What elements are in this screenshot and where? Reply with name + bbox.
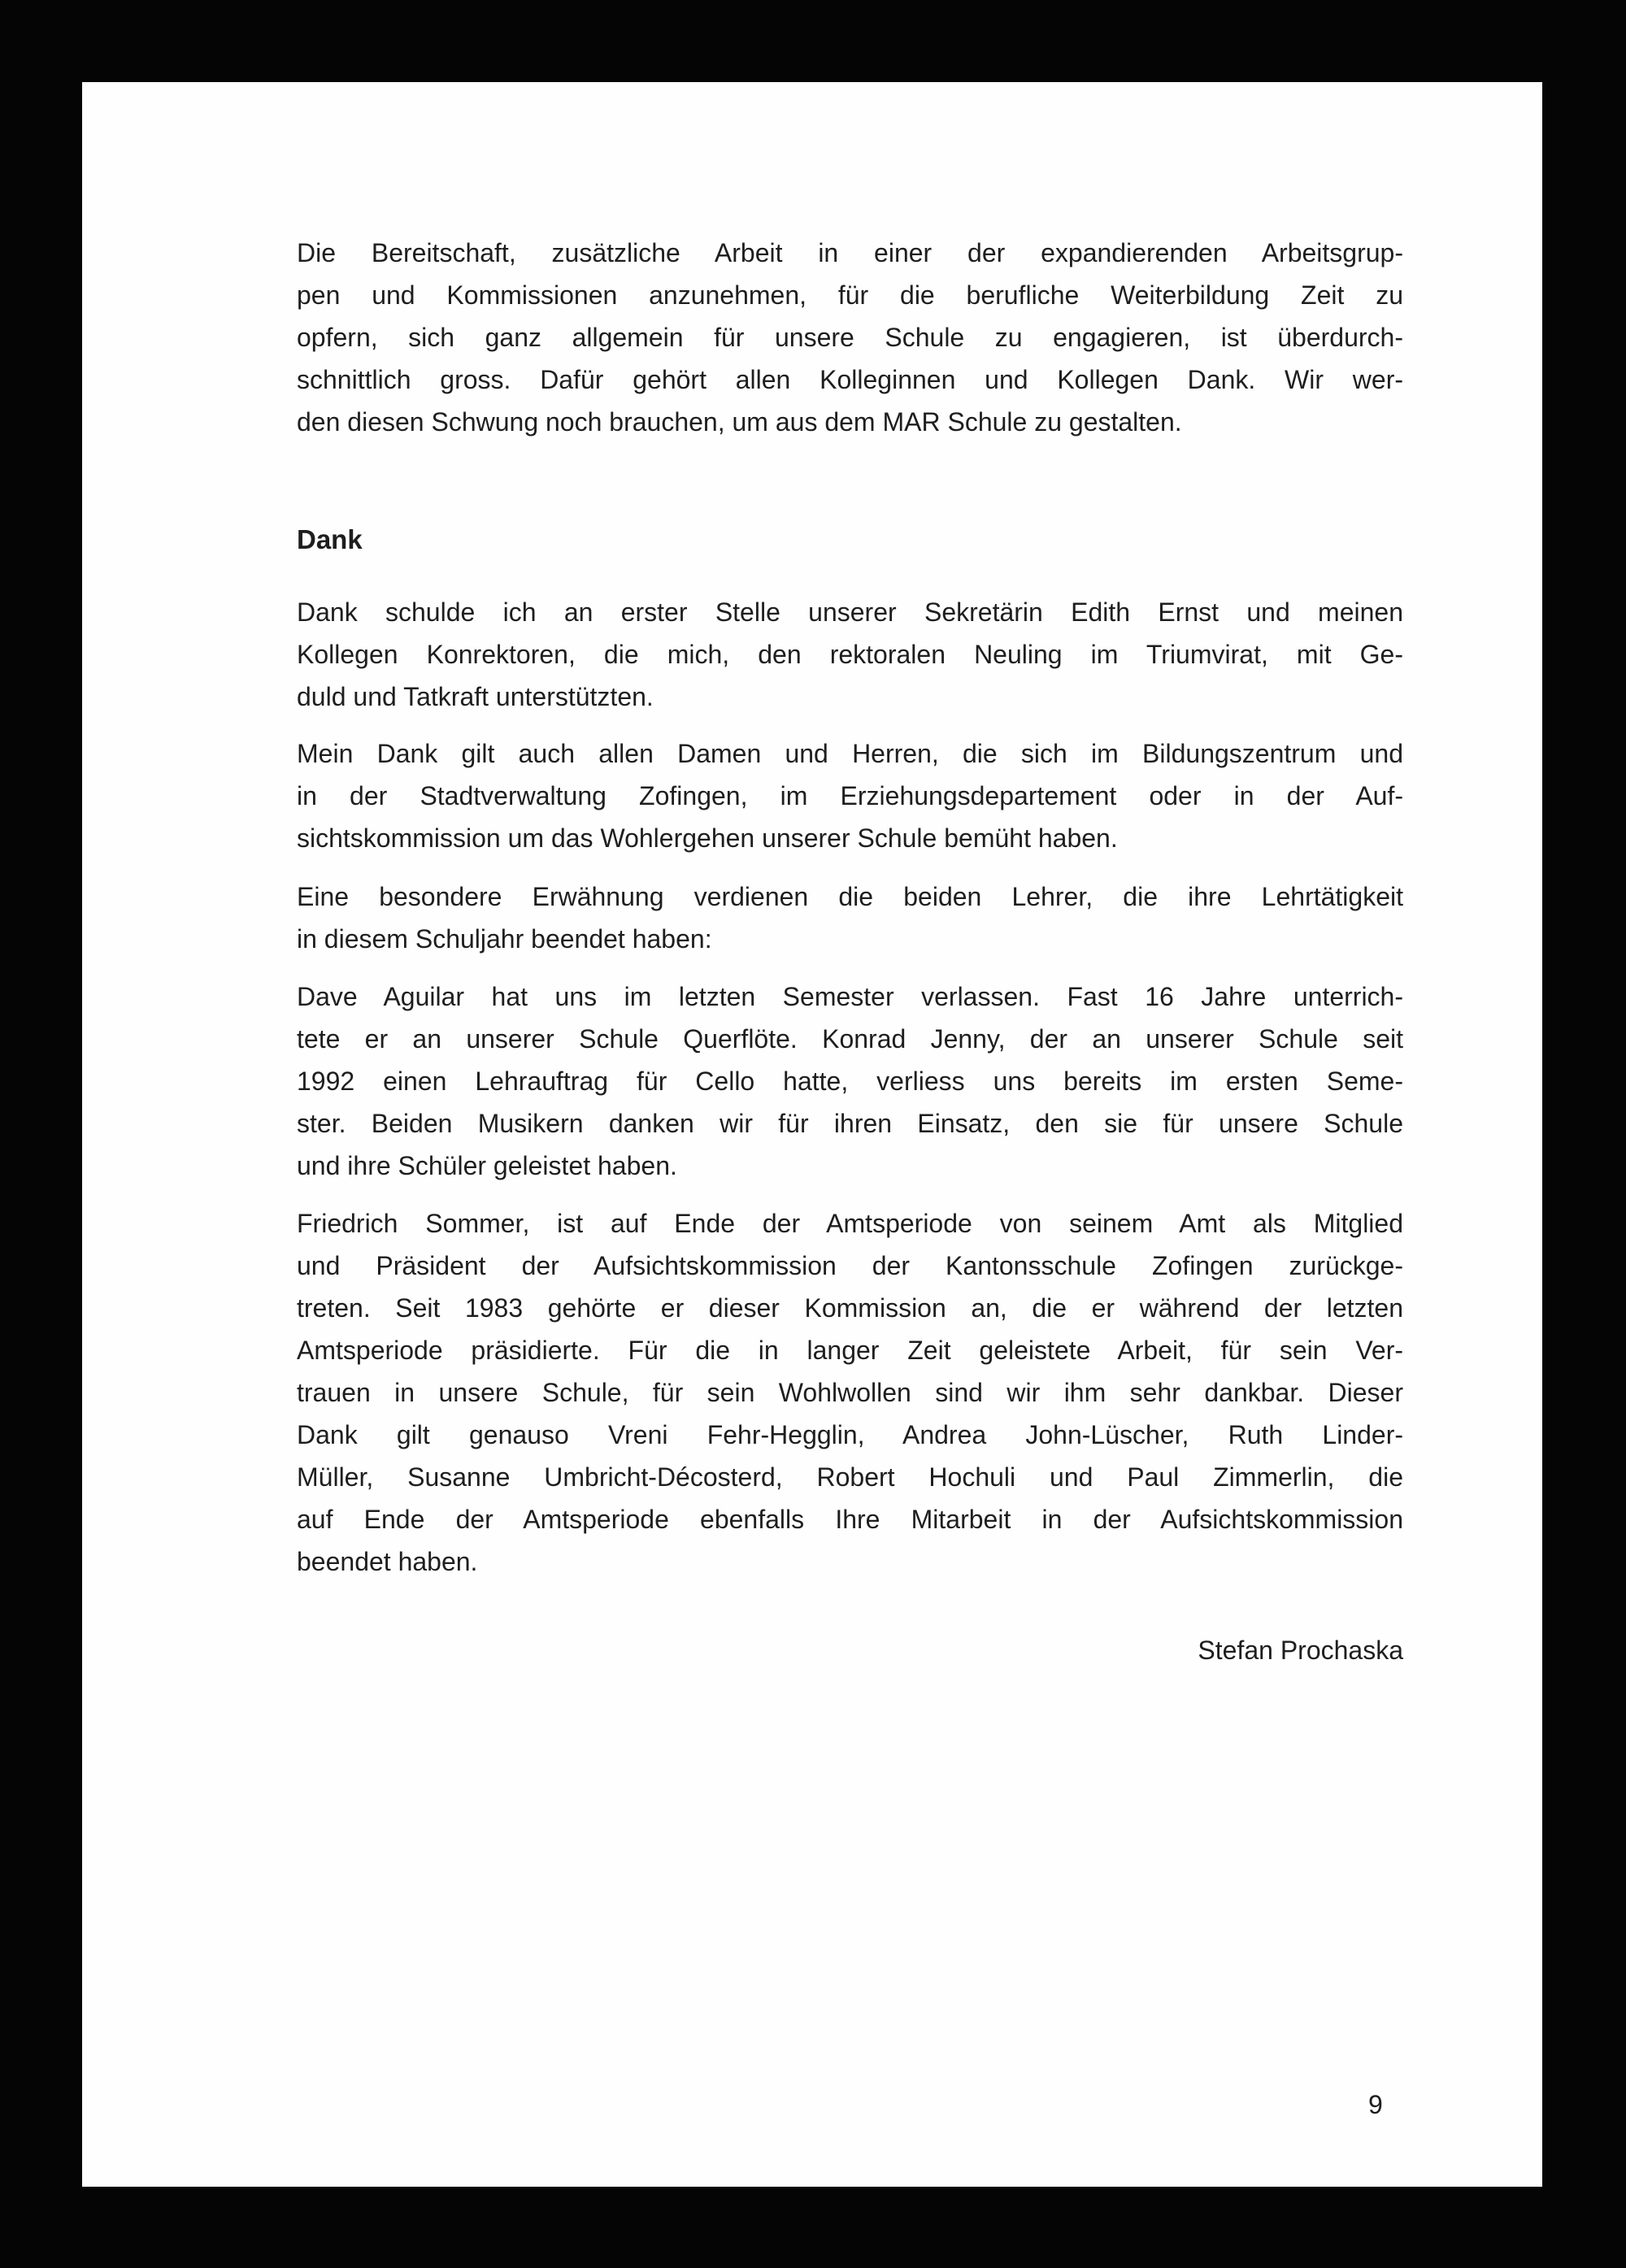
text-line: in der Stadtverwaltung Zofingen, im Erziehungsdepartement oder in der Auf- xyxy=(297,781,1403,810)
text-line: und Präsident der Aufsichtskommission der Kantonsschule Zofingen zurückge- xyxy=(297,1251,1403,1280)
text-line: Mein Dank gilt auch allen Damen und Herren, die sich im Bildungszentrum und xyxy=(297,739,1403,768)
paragraph-thanks-officials xyxy=(297,732,1403,859)
paragraph-commission xyxy=(297,1202,1403,1583)
text-line: Müller, Susanne Umbricht-Décosterd, Robert Hochuli und Paul Zimmerlin, die xyxy=(297,1462,1403,1492)
page-number: 9 xyxy=(1368,2090,1383,2119)
text-line: tete er an unserer Schule Querflöte. Konrad Jenny, der an unserer Schule seit xyxy=(297,1024,1403,1054)
text-line: Eine besondere Erwähnung verdienen die beiden Lehrer, die ihre Lehrtätigkeit xyxy=(297,882,1403,911)
document-page xyxy=(82,82,1542,2187)
text-line: pen und Kommissionen anzunehmen, für die berufliche Weiterbildung Zeit zu xyxy=(297,280,1403,310)
text-line: ster. Beiden Musikern danken wir für ihren Einsatz, den sie für unsere Schule xyxy=(297,1109,1403,1138)
text-line: und ihre Schüler geleistet haben. xyxy=(297,1151,677,1180)
paragraph-musicians xyxy=(297,975,1403,1187)
text-line: Kollegen Konrektoren, die mich, den rektoralen Neuling im Triumvirat, mit Ge- xyxy=(297,640,1403,669)
text-line: den diesen Schwung noch brauchen, um aus dem MAR Schule zu gestalten. xyxy=(297,407,1182,437)
text-line: Dave Aguilar hat uns im letzten Semester verlassen. Fast 16 Jahre unterrich- xyxy=(297,982,1403,1011)
paragraph-intro xyxy=(297,232,1403,443)
text-line: opfern, sich ganz allgemein für unsere Schule zu engagieren, ist überdurch- xyxy=(297,323,1403,352)
text-line: Dank schulde ich an erster Stelle unserer Sekretärin Edith Ernst und meinen xyxy=(297,597,1403,627)
text-line: in diesem Schuljahr beendet haben: xyxy=(297,924,712,954)
text-line: Die Bereitschaft, zusätzliche Arbeit in einer der expandierenden Arbeitsgrup- xyxy=(297,238,1403,267)
paragraph-thanks-secretary xyxy=(297,591,1403,718)
text-line: treten. Seit 1983 gehörte er dieser Kommission an, die er während der letzten xyxy=(297,1293,1403,1323)
text-line: auf Ende der Amtsperiode ebenfalls Ihre Mitarbeit in der Aufsichtskommission xyxy=(297,1505,1403,1534)
text-line: duld und Tatkraft unterstützten. xyxy=(297,682,654,711)
paragraph-departing-teachers xyxy=(297,875,1403,960)
text-line: Amtsperiode präsidierte. Für die in langer Zeit geleistete Arbeit, für sein Ver- xyxy=(297,1336,1403,1365)
text-line: beendet haben. xyxy=(297,1547,478,1576)
text-line: Friedrich Sommer, ist auf Ende der Amtsperiode von seinem Amt als Mitglied xyxy=(297,1209,1403,1238)
text-line: sichtskommission um das Wohlergehen unserer Schule bemüht haben. xyxy=(297,823,1118,853)
section-heading-dank: Dank xyxy=(297,524,363,554)
text-line: trauen in unsere Schule, für sein Wohlwollen sind wir ihm sehr dankbar. Dieser xyxy=(297,1378,1403,1407)
text-line: Dank gilt genauso Vreni Fehr-Hegglin, Andrea John-Lüscher, Ruth Linder- xyxy=(297,1420,1403,1449)
signature: Stefan Prochaska xyxy=(1198,1636,1403,1665)
text-line: 1992 einen Lehrauftrag für Cello hatte, verliess uns bereits im ersten Seme- xyxy=(297,1067,1403,1096)
text-line: schnittlich gross. Dafür gehört allen Kolleginnen und Kollegen Dank. Wir wer- xyxy=(297,365,1403,394)
